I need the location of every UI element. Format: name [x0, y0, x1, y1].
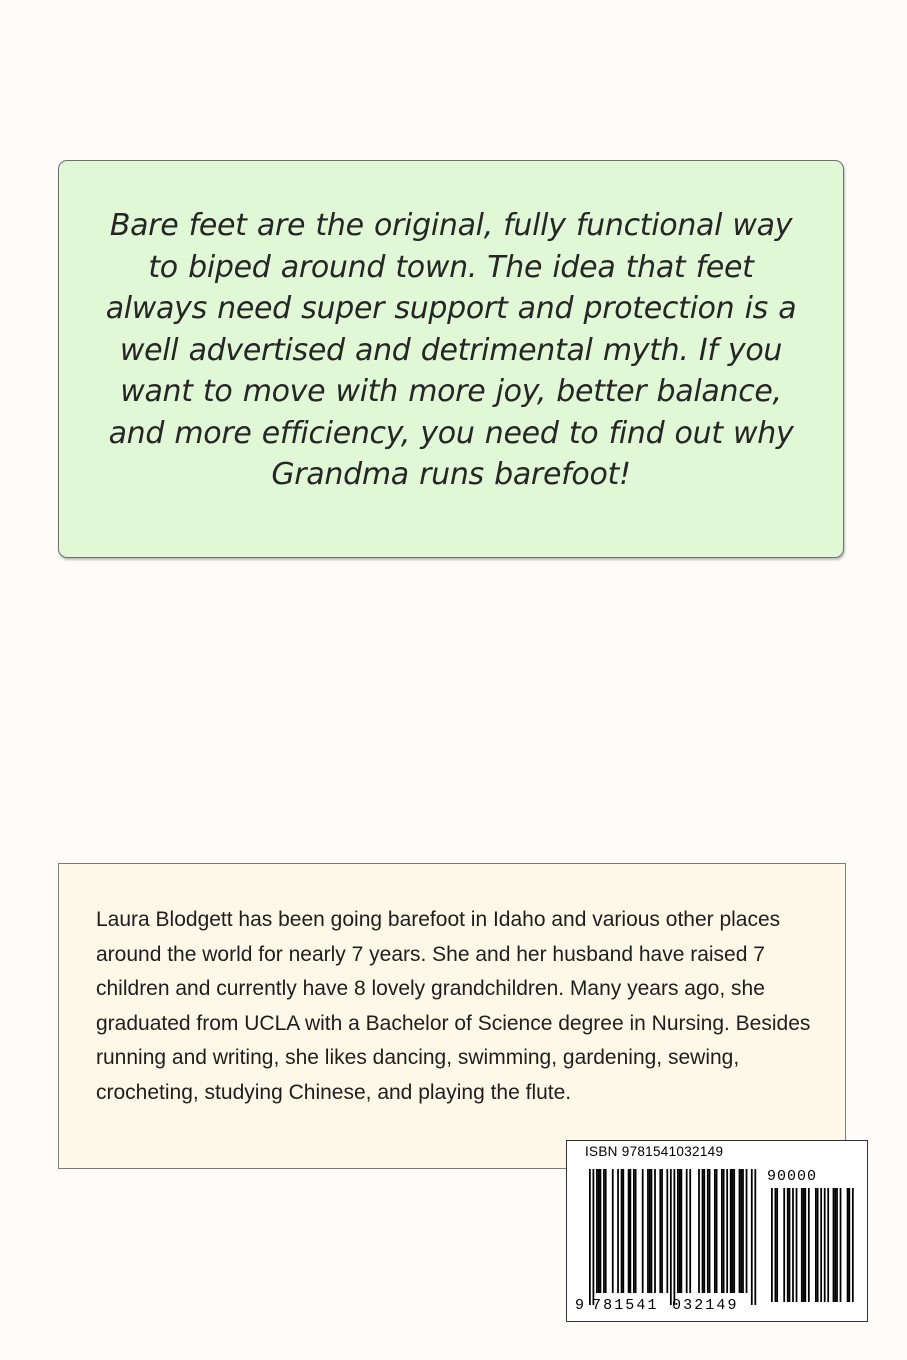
- barcode-bar: [617, 1169, 619, 1293]
- barcode-bar: [600, 1169, 602, 1293]
- barcode-bar: [596, 1169, 598, 1293]
- barcode-addon-bar: [840, 1188, 842, 1302]
- barcode-bar: [647, 1169, 649, 1293]
- barcode-right-digits: 032149: [672, 1297, 739, 1314]
- barcode-bar: [702, 1169, 704, 1293]
- isbn-barcode: [566, 1140, 868, 1322]
- barcode-addon-bar: [808, 1188, 810, 1302]
- barcode-addon-bar: [796, 1188, 798, 1302]
- barcode-bar: [698, 1169, 700, 1293]
- barcode-bar: [751, 1169, 753, 1305]
- barcode-bar: [612, 1169, 614, 1293]
- blurb-text: Bare feet are the original, fully functional way to biped around town. The idea that feet always need super support and protection is a well advertised and detrimental myth. If you want to move with more joy, better balance, and more efficiency, you need to find out why Grandma runs barefoot!: [105, 208, 797, 492]
- barcode-bar: [651, 1169, 653, 1293]
- barcode-bar: [677, 1169, 679, 1293]
- barcode-bar: [679, 1169, 681, 1293]
- barcode-lead-digit: 9: [575, 1297, 585, 1314]
- barcode-bar: [740, 1169, 742, 1293]
- barcode-addon-bar: [847, 1188, 849, 1302]
- barcode-bar: [709, 1169, 711, 1293]
- barcode-addon-bar: [852, 1188, 854, 1302]
- barcode-addon-bar: [848, 1188, 850, 1302]
- barcode-addon-bar: [771, 1188, 773, 1302]
- barcode-addon-bar: [815, 1188, 817, 1302]
- barcode-bar: [746, 1169, 748, 1293]
- blurb-box: [58, 160, 844, 558]
- barcode-bar: [589, 1169, 591, 1305]
- barcode-addon-bar: [783, 1188, 785, 1302]
- barcode-left-digits: 781541: [592, 1297, 659, 1314]
- barcode-addon-number: 90000: [767, 1168, 818, 1185]
- barcode-bar: [681, 1169, 683, 1293]
- barcode-addon-bar: [836, 1188, 838, 1302]
- barcode-addon-bar: [792, 1188, 794, 1302]
- barcode-bar: [629, 1169, 631, 1293]
- barcode-addon-bar: [787, 1188, 789, 1302]
- barcode-bar: [622, 1169, 624, 1293]
- barcode-bar: [742, 1169, 744, 1293]
- barcode-addon-bar: [776, 1188, 778, 1302]
- barcode-bar: [714, 1169, 716, 1293]
- barcode-bar: [721, 1169, 723, 1293]
- barcode-bar: [723, 1169, 725, 1293]
- barcode-bar: [733, 1169, 735, 1293]
- isbn-label: ISBN 9781541032149: [585, 1144, 724, 1159]
- barcode-addon-bar: [820, 1188, 822, 1302]
- barcode-bar: [707, 1169, 709, 1293]
- barcode-bar: [661, 1169, 663, 1293]
- barcode-bar: [635, 1169, 637, 1293]
- barcode-bar: [605, 1169, 607, 1293]
- barcode-addon-bar: [804, 1188, 806, 1302]
- barcode-addon-bar: [801, 1188, 803, 1302]
- barcode-addon-bar: [803, 1188, 805, 1302]
- barcode-bar: [654, 1169, 656, 1293]
- barcode-addon-bar: [827, 1188, 829, 1302]
- barcode-addon-bar: [789, 1188, 791, 1302]
- barcode-addon-bar: [817, 1188, 819, 1302]
- barcode-bar: [730, 1169, 732, 1293]
- barcode-addon-bar: [775, 1188, 777, 1302]
- barcode-bar: [633, 1169, 635, 1293]
- barcode-bar: [732, 1169, 734, 1293]
- barcode-bar: [686, 1169, 688, 1293]
- barcode-addon-bar: [834, 1188, 836, 1302]
- barcode-bar: [739, 1169, 741, 1293]
- barcode-bar: [628, 1169, 630, 1293]
- author-bio-box: [58, 863, 846, 1169]
- barcode-bar: [716, 1169, 718, 1293]
- barcode-addon-bar: [824, 1188, 826, 1302]
- barcode-bar: [666, 1169, 668, 1293]
- barcode-bars: [567, 1141, 869, 1323]
- barcode-bar: [593, 1169, 595, 1305]
- barcode-bar: [621, 1169, 623, 1293]
- barcode-bar: [649, 1169, 651, 1293]
- barcode-bar: [598, 1169, 600, 1293]
- barcode-bar: [659, 1169, 661, 1293]
- barcode-addon-bar: [833, 1188, 835, 1302]
- barcode-bar: [673, 1169, 675, 1305]
- barcode-bar: [703, 1169, 705, 1293]
- barcode-bar: [726, 1169, 728, 1293]
- barcode-bar: [603, 1169, 605, 1293]
- author-bio-text: Laura Blodgett has been going barefoot in Idaho and various other places around the world for nearly 7 years. She and her husband have raised 7 children and currently have 8 lovely grandchildren. Many years ago, she graduated from UCLA with a Bachelor of Science degree in Nursing. Besides running and writing, she likes dancing, swimming, gardening, sewing, crocheting, studying Chinese, and playing the flute.: [96, 908, 811, 1104]
- barcode-bar: [642, 1169, 644, 1293]
- barcode-bar: [689, 1169, 691, 1293]
- barcode-bar: [754, 1169, 756, 1305]
- barcode-bar: [670, 1169, 672, 1305]
